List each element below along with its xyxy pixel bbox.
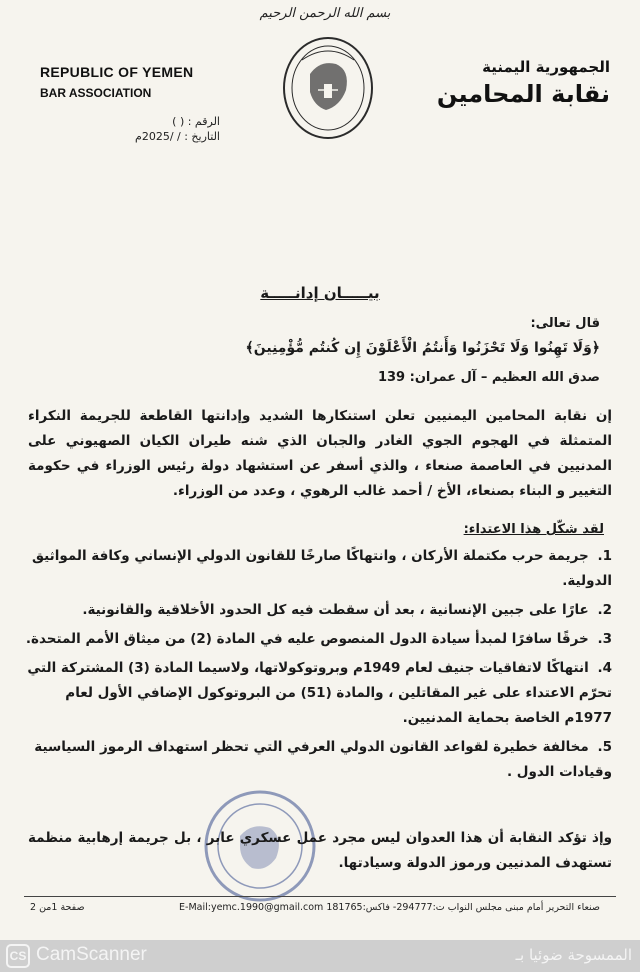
reference-block — [110, 114, 220, 144]
arabic-org-name: نقابة المحامين — [436, 80, 610, 108]
quote-verse: ﴿وَلَا تَهِنُوا وَلَا تَحْزَنُوا وَأَنتُمُ الْأَعْلَوْنَ إِن كُنتُم مُّؤْمِنِينَ﴾ — [245, 340, 600, 356]
list-item-text: خرقًا سافرًا لمبدأ سيادة الدول المنصوص عليه في المادة (2) من ميثاق الأمم المتحدة. — [25, 631, 589, 647]
arabic-letterhead — [437, 58, 610, 108]
quote-intro: قال تعالى: — [530, 316, 600, 331]
list-item-text: انتهاكًا لاتفاقيات جنيف لعام 1949م وبروتوكولاتها، ولاسيما المادة (3) المشتركة التي تحرّم الاعتداء على غير المقاتلين ، والمادة (51) من البروتوكول الإضافي الأول لعام 1977م الخاصة بحماية المدنيين. — [27, 660, 612, 726]
statement-title: بيـــــان إدانـــــة — [260, 284, 380, 302]
bar-association-emblem — [280, 30, 376, 142]
list-item-text: جريمة حرب مكتملة الأركان ، وانتهاكًا صارخًا للقانون الدولي الإنساني وكافة المواثيق الدولية. — [32, 548, 612, 589]
english-letterhead — [40, 64, 193, 100]
list-item-text: عارًا على جبين الإنسانية ، بعد أن سقطت فيه كل الحدود الأخلاقية والقانونية. — [82, 602, 589, 618]
list-item — [22, 544, 612, 594]
camscanner-name: CamScanner — [36, 944, 147, 965]
list-item — [22, 598, 612, 623]
closing-paragraph: وإذ تؤكد النقابة أن هذا العدوان ليس مجرد عمل عسكري عابر ، بل جريمة إرهابية منظمة تستهدف المدنيين ورموز الدولة وسيادتها. — [28, 830, 612, 871]
list-item-number: 4. — [597, 660, 612, 676]
english-org-name: BAR ASSOCIATION — [40, 86, 152, 100]
camscanner-logo-icon: CS — [6, 944, 30, 968]
english-country-name: REPUBLIC OF YEMEN — [40, 64, 194, 80]
list-item — [22, 656, 612, 731]
arabic-country-name: الجمهورية اليمنية — [482, 58, 610, 76]
footer-address: صنعاء التحرير أمام مبنى مجلس النواب ت:294777- فاكس:181765 E-Mail:yemc.1990@gmail.com — [179, 902, 600, 913]
list-item-number: 3. — [597, 631, 612, 647]
basmala: بسم الله الرحمن الرحيم — [259, 6, 391, 21]
section-heading: لقد شكّل هذا الاعتداء: — [463, 522, 604, 537]
list-item-number: 1. — [597, 548, 612, 564]
statement-paragraph: إن نقابة المحامين اليمنيين تعلن استنكارها الشديد وإدانتها القاطعة للجريمة النكراء المتمثلة في الهجوم الجوي الغادر والجبان الذي شنه طيران الكيان الصهيوني على المدنيين في العاصمة صنعاء ، والذي أسفر عن استشهاد دولة رئيس الوزراء في حكومة التغيير و البناء بصنعاء، الأخ / أحمد غالب الرهوي ، وعدد من الوزراء. — [28, 408, 612, 499]
list-item-text: مخالفة خطيرة لقواعد القانون الدولي العرفي التي تحظر استهداف الرموز السياسية وقيادات الدول . — [34, 739, 612, 780]
page-number: صفحة 1من 2 — [30, 902, 85, 913]
violations-list — [22, 544, 612, 789]
list-item — [22, 627, 612, 652]
list-item-number: 5. — [597, 739, 612, 755]
camscanner-arabic-label: الممسوحة ضوئيا بـ — [515, 946, 632, 964]
footer-divider — [24, 896, 616, 897]
quote-source: صدق الله العظيم – آل عمران: 139 — [377, 370, 600, 385]
list-item-number: 2. — [597, 602, 612, 618]
list-item — [22, 735, 612, 785]
reference-date: التاريخ : / /2025م — [135, 130, 220, 143]
reference-number: الرقم : ( ) — [172, 115, 220, 128]
